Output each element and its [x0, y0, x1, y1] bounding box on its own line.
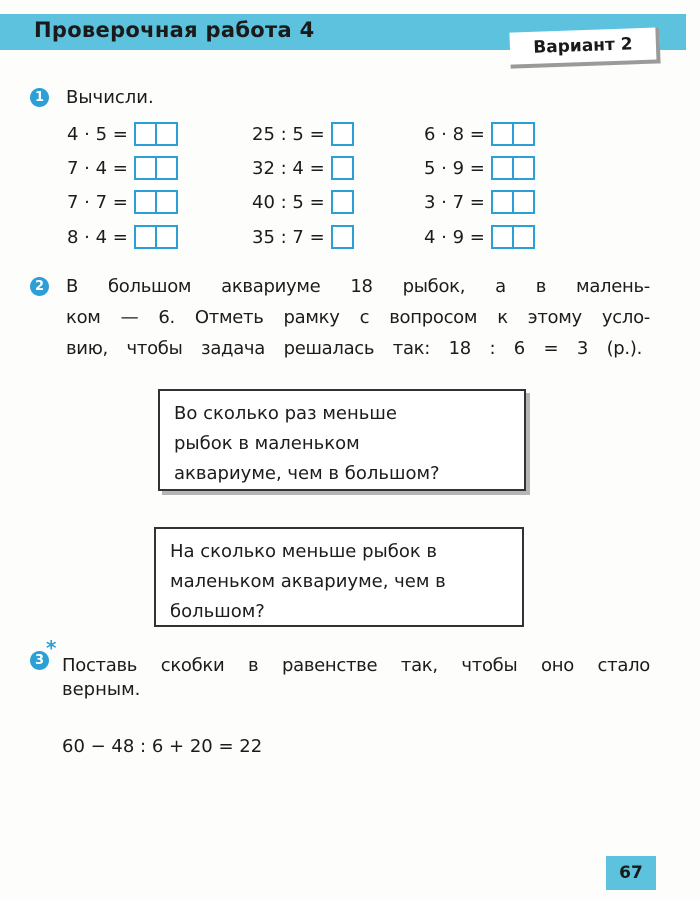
equation-row	[67, 189, 178, 215]
equation-row	[252, 224, 354, 250]
answer-box[interactable]	[491, 225, 535, 249]
equation-text: 4 · 5 =	[67, 123, 128, 145]
equation-text: 5 · 9 =	[424, 157, 485, 179]
equation-text: 3 · 7 =	[424, 191, 485, 213]
answer-option-frame-1[interactable]	[158, 389, 526, 491]
task-3-number-badge: 3	[30, 651, 49, 670]
page-title: Проверочная работа 4	[34, 18, 315, 42]
asterisk-icon: *	[46, 636, 57, 660]
answer-option-frame-2[interactable]	[154, 527, 524, 627]
page-number: 67	[606, 856, 656, 890]
answer-box[interactable]	[331, 190, 354, 214]
answer-box[interactable]	[491, 122, 535, 146]
answer-box[interactable]	[331, 156, 354, 180]
equation-row	[67, 224, 178, 250]
equation-row	[424, 224, 535, 250]
option-2-line: большом?	[170, 601, 265, 622]
task-2-line: В большом аквариуме 18 рыбок, а в малень-	[66, 276, 650, 297]
equation-row	[67, 121, 178, 147]
answer-box[interactable]	[331, 122, 354, 146]
equation-text: 40 : 5 =	[252, 191, 325, 213]
equation-text: 25 : 5 =	[252, 123, 325, 145]
equation-text: 7 · 4 =	[67, 157, 128, 179]
option-1-line: Во сколько раз меньше	[174, 403, 397, 424]
equation-row	[252, 155, 354, 181]
answer-box[interactable]	[134, 225, 178, 249]
equation-text: 35 : 7 =	[252, 226, 325, 248]
equation-row	[424, 121, 535, 147]
equation-row	[424, 189, 535, 215]
equation-text: 8 · 4 =	[67, 226, 128, 248]
answer-box[interactable]	[331, 225, 354, 249]
answer-box[interactable]	[134, 122, 178, 146]
variant-label: Вариант 2	[509, 27, 660, 68]
equation-row	[424, 155, 535, 181]
equation-row	[252, 121, 354, 147]
equation-text: 6 · 8 =	[424, 123, 485, 145]
task-2-number-badge: 2	[30, 277, 49, 296]
task-3-equation[interactable]: 60 − 48 : 6 + 20 = 22	[62, 736, 263, 757]
answer-box[interactable]	[134, 156, 178, 180]
task-2-line: вию, чтобы задача решалась так: 18 : 6 = 3 (р.).	[66, 338, 642, 359]
answer-box[interactable]	[134, 190, 178, 214]
task-1-number-badge: 1	[30, 88, 49, 107]
equation-text: 32 : 4 =	[252, 157, 325, 179]
task-2-line: ком — 6. Отметь рамку с вопросом к этому усло-	[66, 307, 650, 328]
equation-text: 4 · 9 =	[424, 226, 485, 248]
option-2-line: маленьком аквариуме, чем в	[170, 571, 446, 592]
option-1-line: рыбок в маленьком	[174, 433, 360, 454]
answer-box[interactable]	[491, 190, 535, 214]
option-1-line: аквариуме, чем в большом?	[174, 463, 440, 484]
task-1-instruction: Вычисли.	[66, 87, 154, 108]
task-3-line: верным.	[62, 679, 141, 700]
answer-box[interactable]	[491, 156, 535, 180]
equation-row	[67, 155, 178, 181]
equation-text: 7 · 7 =	[67, 191, 128, 213]
task-3-line: Поставь скобки в равенстве так, чтобы оно стало	[62, 655, 650, 676]
equation-row	[252, 189, 354, 215]
option-2-line: На сколько меньше рыбок в	[170, 541, 438, 562]
